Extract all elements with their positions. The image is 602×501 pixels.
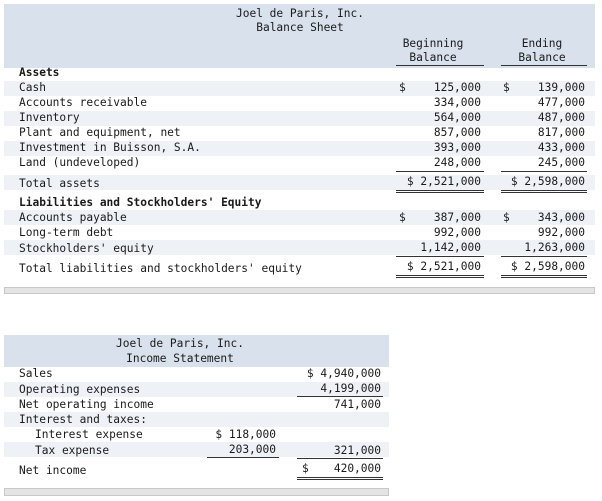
net-income-dollar-sign: $ <box>302 462 309 475</box>
liab-subtotal-underline <box>501 256 587 257</box>
col-header-ending-1: Ending <box>521 37 563 50</box>
row-label: Net operating income <box>19 398 154 411</box>
beg-value: 1,142,000 <box>420 241 481 254</box>
end-value: 487,000 <box>537 111 585 124</box>
col-header-beginning-1: Beginning <box>402 37 464 50</box>
balance-sheet-bottom-scrollbar[interactable] <box>4 287 595 294</box>
interest-and-taxes-heading: Interest and taxes: <box>19 413 147 426</box>
total-liab-double-underline <box>501 275 587 278</box>
row-label: Tax expense <box>35 444 110 457</box>
beg-value: 564,000 <box>433 111 481 124</box>
row-value: 420,000 <box>333 462 381 475</box>
end-dollar-sign: $ <box>503 211 510 224</box>
opex-underline <box>297 396 383 397</box>
row-value: $ 118,000 <box>215 428 276 441</box>
net-income-double-underline <box>297 477 383 480</box>
liabilities-heading: Liabilities and Stockholders' Equity <box>19 196 262 209</box>
bs-title: Balance Sheet <box>256 21 344 34</box>
row-value: 203,000 <box>228 443 276 456</box>
beg-value: 125,000 <box>433 81 481 94</box>
row-label: Sales <box>19 367 53 380</box>
row-label: Operating expenses <box>19 383 141 396</box>
row-label: Long-term debt <box>19 226 114 239</box>
row-label: Total liabilities and stockholders' equity <box>19 262 302 275</box>
assets-subtotal-underline <box>396 171 484 172</box>
int-tax-total-underline <box>297 458 383 459</box>
beg-value: 387,000 <box>433 211 481 224</box>
row-label: Cash <box>19 81 46 94</box>
end-value: 817,000 <box>537 126 585 139</box>
end-value: 433,000 <box>537 141 585 154</box>
end-value: $ 2,598,000 <box>510 260 585 273</box>
assets-subtotal-underline <box>501 171 587 172</box>
beg-value: 334,000 <box>433 96 481 109</box>
liab-subtotal-underline <box>396 256 484 257</box>
col-header-beginning-underline <box>396 65 484 66</box>
beg-value: 857,000 <box>433 126 481 139</box>
row-label: Investment in Buisson, S.A. <box>19 141 201 154</box>
end-dollar-sign: $ <box>503 81 510 94</box>
row-value: 741,000 <box>333 398 381 411</box>
end-value: 245,000 <box>537 156 585 169</box>
is-title: Income Statement <box>126 352 234 365</box>
row-value: 4,199,000 <box>320 382 381 395</box>
end-value: 139,000 <box>537 81 585 94</box>
is-company-name: Joel de Paris, Inc. <box>116 337 244 350</box>
row-label: Inventory <box>19 111 80 124</box>
total-assets-double-underline <box>501 190 587 193</box>
total-assets-double-underline <box>396 190 484 193</box>
int-tax-total: 321,000 <box>333 444 381 457</box>
row-label: Interest expense <box>35 428 143 441</box>
end-value: 343,000 <box>537 211 585 224</box>
tax-underline <box>207 457 279 458</box>
row-label: Accounts payable <box>19 211 127 224</box>
row-label: Net income <box>19 464 87 477</box>
assets-heading: Assets <box>19 66 60 79</box>
row-label: Accounts receivable <box>19 96 147 109</box>
row-label: Total assets <box>19 177 100 190</box>
row-value: $ 4,940,000 <box>306 367 381 380</box>
row-label: Plant and equipment, net <box>19 126 181 139</box>
col-header-ending-2: Balance <box>518 51 566 64</box>
beg-value: 248,000 <box>433 156 481 169</box>
beg-dollar-sign: $ <box>399 81 406 94</box>
beg-value: 393,000 <box>433 141 481 154</box>
total-liab-double-underline <box>396 275 484 278</box>
beg-value: $ 2,521,000 <box>406 175 481 188</box>
beg-value: 992,000 <box>433 226 481 239</box>
row-label: Stockholders' equity <box>19 242 154 255</box>
end-value: $ 2,598,000 <box>510 175 585 188</box>
beg-value: $ 2,521,000 <box>406 260 481 273</box>
beg-dollar-sign: $ <box>399 211 406 224</box>
bs-company-name: Joel de Paris, Inc. <box>236 7 364 20</box>
end-value: 477,000 <box>537 96 585 109</box>
income-statement-bottom-scrollbar[interactable] <box>4 488 389 496</box>
row-label: Land (undeveloped) <box>19 156 141 169</box>
end-value: 1,263,000 <box>524 241 585 254</box>
end-value: 992,000 <box>537 226 585 239</box>
col-header-ending-underline <box>501 65 587 66</box>
col-header-beginning-2: Balance <box>409 51 457 64</box>
